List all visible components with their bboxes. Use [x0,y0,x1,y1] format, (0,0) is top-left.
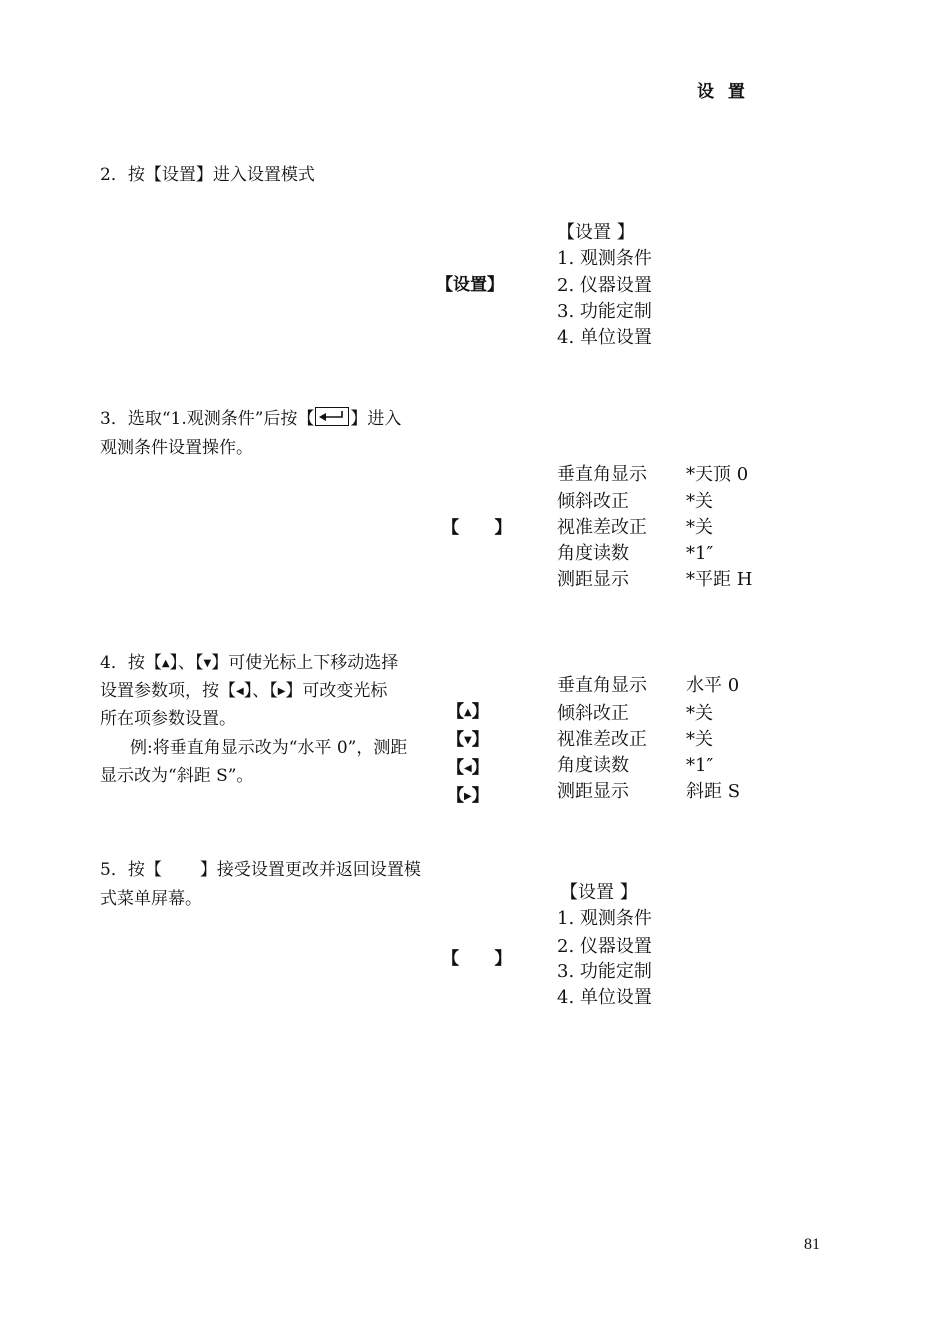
right-arrow-icon: ▶ [464,791,472,802]
step2-menu-item: 3. 功能定制 [557,301,652,322]
step3-row-label: 垂直角显示 [557,464,647,485]
step3-row-label: 视准差改正 [557,517,647,538]
step3-row-label: 测距显示 [557,569,629,590]
step5-text-pre: 5．按【 [100,860,162,880]
down-arrow-icon: ▼ [464,735,472,746]
step5-instruction-line2: 式菜单屏幕。 [100,889,202,909]
step5-instruction [100,856,421,884]
left-key-label: 【◀】 [447,758,489,778]
step4-example-line2: 显示改为“斜距 S”。 [100,766,254,786]
step5-menu-item: 2. 仪器设置 [557,936,652,957]
up-arrow-icon: ▲ [161,657,170,669]
step2-menu-item: 2. 仪器设置 [557,275,652,296]
step3-row-label: 倾斜改正 [557,491,629,512]
step4-row-value: *关 [686,729,713,750]
step4-line1 [100,649,398,678]
step4-line1-pre: 4．按【 [100,653,162,673]
step4-row-label: 垂直角显示 [557,675,647,696]
step4-row-value: *1″ [686,755,714,776]
step4-row-value: *关 [686,703,713,724]
step3-row-value: *天顶 0 [686,464,749,485]
step5-menu-item: 3. 功能定制 [557,961,652,982]
step3-key-label: 【 】 [442,518,512,538]
step2-key-label: 【设置】 [436,275,504,295]
step4-line3: 所在项参数设置。 [100,709,236,729]
left-arrow-icon: ◀ [236,685,244,697]
step4-line1-mid: 】、【 [169,653,204,673]
step3-instruction [100,405,401,433]
step3-instruction-line2: 观测条件设置操作。 [100,438,253,458]
step3-row-label: 角度读数 [557,543,629,564]
step4-row-value: 水平 0 [686,675,740,696]
step3-row-value: *关 [686,517,713,538]
step3-text-pre: 3．选取“1.观测条件”后按【 [100,409,315,429]
step3-row-value: *关 [686,491,713,512]
left-arrow-icon: ◀ [464,763,472,774]
down-key-label: 【▼】 [447,730,489,750]
step5-text-post: 】接受设置更改并返回设置模 [199,860,421,880]
step2-menu-item: 4. 单位设置 [557,327,652,348]
step5-menu-item: 4. 单位设置 [557,987,652,1008]
step4-row-label: 倾斜改正 [557,703,629,724]
up-key-label: 【▲】 [447,702,489,722]
down-arrow-icon: ▼ [203,657,212,669]
right-arrow-icon: ▶ [277,685,286,697]
step5-menu-item: 1. 观测条件 [557,908,652,929]
step5-key-label: 【 】 [442,949,512,969]
step5-screen-title: 【设置 】 [560,882,638,903]
step4-row-label: 角度读数 [557,755,629,776]
step4-row-value: 斜距 S [686,781,741,802]
step4-line2-post: 】可改变光标 [285,681,388,701]
step4-line2-pre: 设置参数项，按【 [100,681,236,701]
right-key-label: 【▶】 [447,786,489,806]
step4-example-line1: 例:将垂直角显示改为“水平 0”，测距 [130,738,408,758]
step3-row-value: *平距 H [686,569,753,590]
page-header-title: 设 置 [697,82,749,102]
step3-row-value: *1″ [686,543,714,564]
step4-line2-mid: 】、【 [243,681,278,701]
step4-line1-post: 】可使光标上下移动选择 [211,653,399,673]
step4-line2 [100,677,387,706]
step4-row-label: 测距显示 [557,781,629,802]
enter-key-icon [315,407,349,426]
step2-instruction: 2．按【设置】进入设置模式 [100,165,315,185]
step4-row-label: 视准差改正 [557,729,647,750]
up-arrow-icon: ▲ [464,707,472,718]
step3-text-post: 】进入 [350,409,402,429]
step2-screen-title: 【设置 】 [557,222,635,243]
page-number: 81 [804,1236,820,1253]
step2-menu-item: 1. 观测条件 [557,248,652,269]
